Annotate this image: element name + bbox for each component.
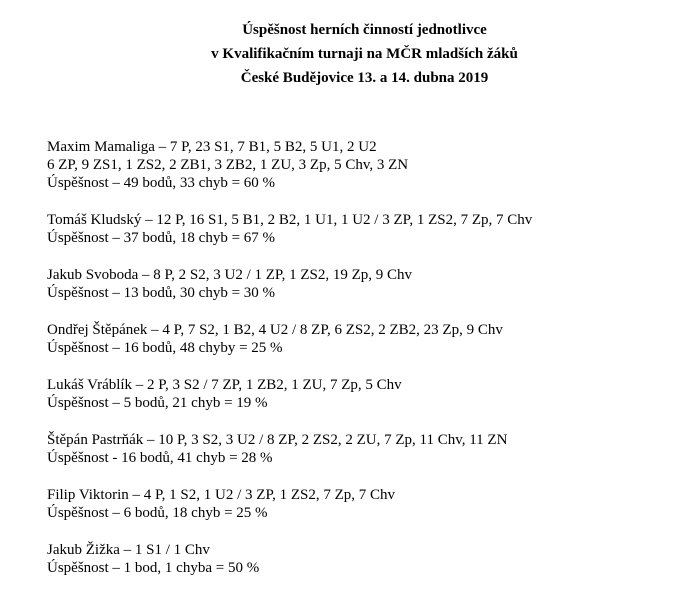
player-stats-line: Jakub Žižka – 1 S1 / 1 Chv xyxy=(47,542,210,558)
player-stats-line: Ondřej Štěpánek – 4 P, 7 S2, 1 B2, 4 U2 / 8 ZP, 6 ZS2, 2 ZB2, 23 Zp, 9 Chv xyxy=(47,322,503,338)
player-success-line: Úspěšnost - 16 bodů, 41 chyb = 28 % xyxy=(47,450,273,466)
player-success-line: Úspěšnost – 37 bodů, 18 chyb = 67 % xyxy=(47,230,276,246)
player-stats-line: Filip Viktorin – 4 P, 1 S2, 1 U2 / 3 ZP, 1 ZS2, 7 Zp, 7 Chv xyxy=(47,487,396,503)
player-entry-kludsky xyxy=(47,211,687,247)
player-entry-viktorin xyxy=(47,486,687,522)
player-success-line: Úspěšnost – 6 bodů, 18 chyb = 25 % xyxy=(47,505,268,521)
player-entry-pastrnak xyxy=(47,431,687,467)
player-stats-line: Štěpán Pastrňák – 10 P, 3 S2, 3 U2 / 8 ZP, 2 ZS2, 2 ZU, 7 Zp, 11 Chv, 11 ZN xyxy=(47,432,508,448)
player-entry-vrablik xyxy=(47,376,687,412)
player-stats-line: Lukáš Vráblík – 2 P, 3 S2 / 7 ZP, 1 ZB2, 1 ZU, 7 Zp, 5 Chv xyxy=(47,377,402,393)
player-success-line: Úspěšnost – 16 bodů, 48 chyby = 25 % xyxy=(47,340,283,356)
player-stats-line: 6 ZP, 9 ZS1, 1 ZS2, 2 ZB1, 3 ZB2, 1 ZU, 3 Zp, 5 Chv, 3 ZN xyxy=(47,157,409,173)
player-success-line: Úspěšnost – 13 bodů, 30 chyb = 30 % xyxy=(47,285,276,301)
players-list xyxy=(47,138,687,596)
player-stats-line: Maxim Mamaliga – 7 P, 23 S1, 7 B1, 5 B2, 5 U1, 2 U2 xyxy=(47,139,377,155)
header-title: Úspěšnost herních činností jednotlivce xyxy=(242,22,487,38)
player-stats-line: Tomáš Kludský – 12 P, 16 S1, 5 B1, 2 B2, 1 U1, 1 U2 / 3 ZP, 1 ZS2, 7 Zp, 7 Chv xyxy=(47,212,533,228)
header-location-date: České Budějovice 13. a 14. dubna 2019 xyxy=(240,70,489,86)
header-subtitle: v Kvalifikačním turnaji na MČR mladších žáků xyxy=(211,46,518,62)
player-entry-mamaliga xyxy=(47,138,687,192)
player-success-line: Úspěšnost – 1 bod, 1 chyba = 50 % xyxy=(47,560,260,576)
player-entry-stepanek xyxy=(47,321,687,357)
player-entry-zizka xyxy=(47,541,687,577)
player-stats-line: Jakub Svoboda – 8 P, 2 S2, 3 U2 / 1 ZP, 1 ZS2, 19 Zp, 9 Chv xyxy=(47,267,413,283)
player-entry-svoboda xyxy=(47,266,687,302)
player-success-line: Úspěšnost – 5 bodů, 21 chyb = 19 % xyxy=(47,395,268,411)
player-success-line: Úspěšnost – 49 bodů, 33 chyb = 60 % xyxy=(47,175,276,191)
document-header xyxy=(0,18,699,90)
